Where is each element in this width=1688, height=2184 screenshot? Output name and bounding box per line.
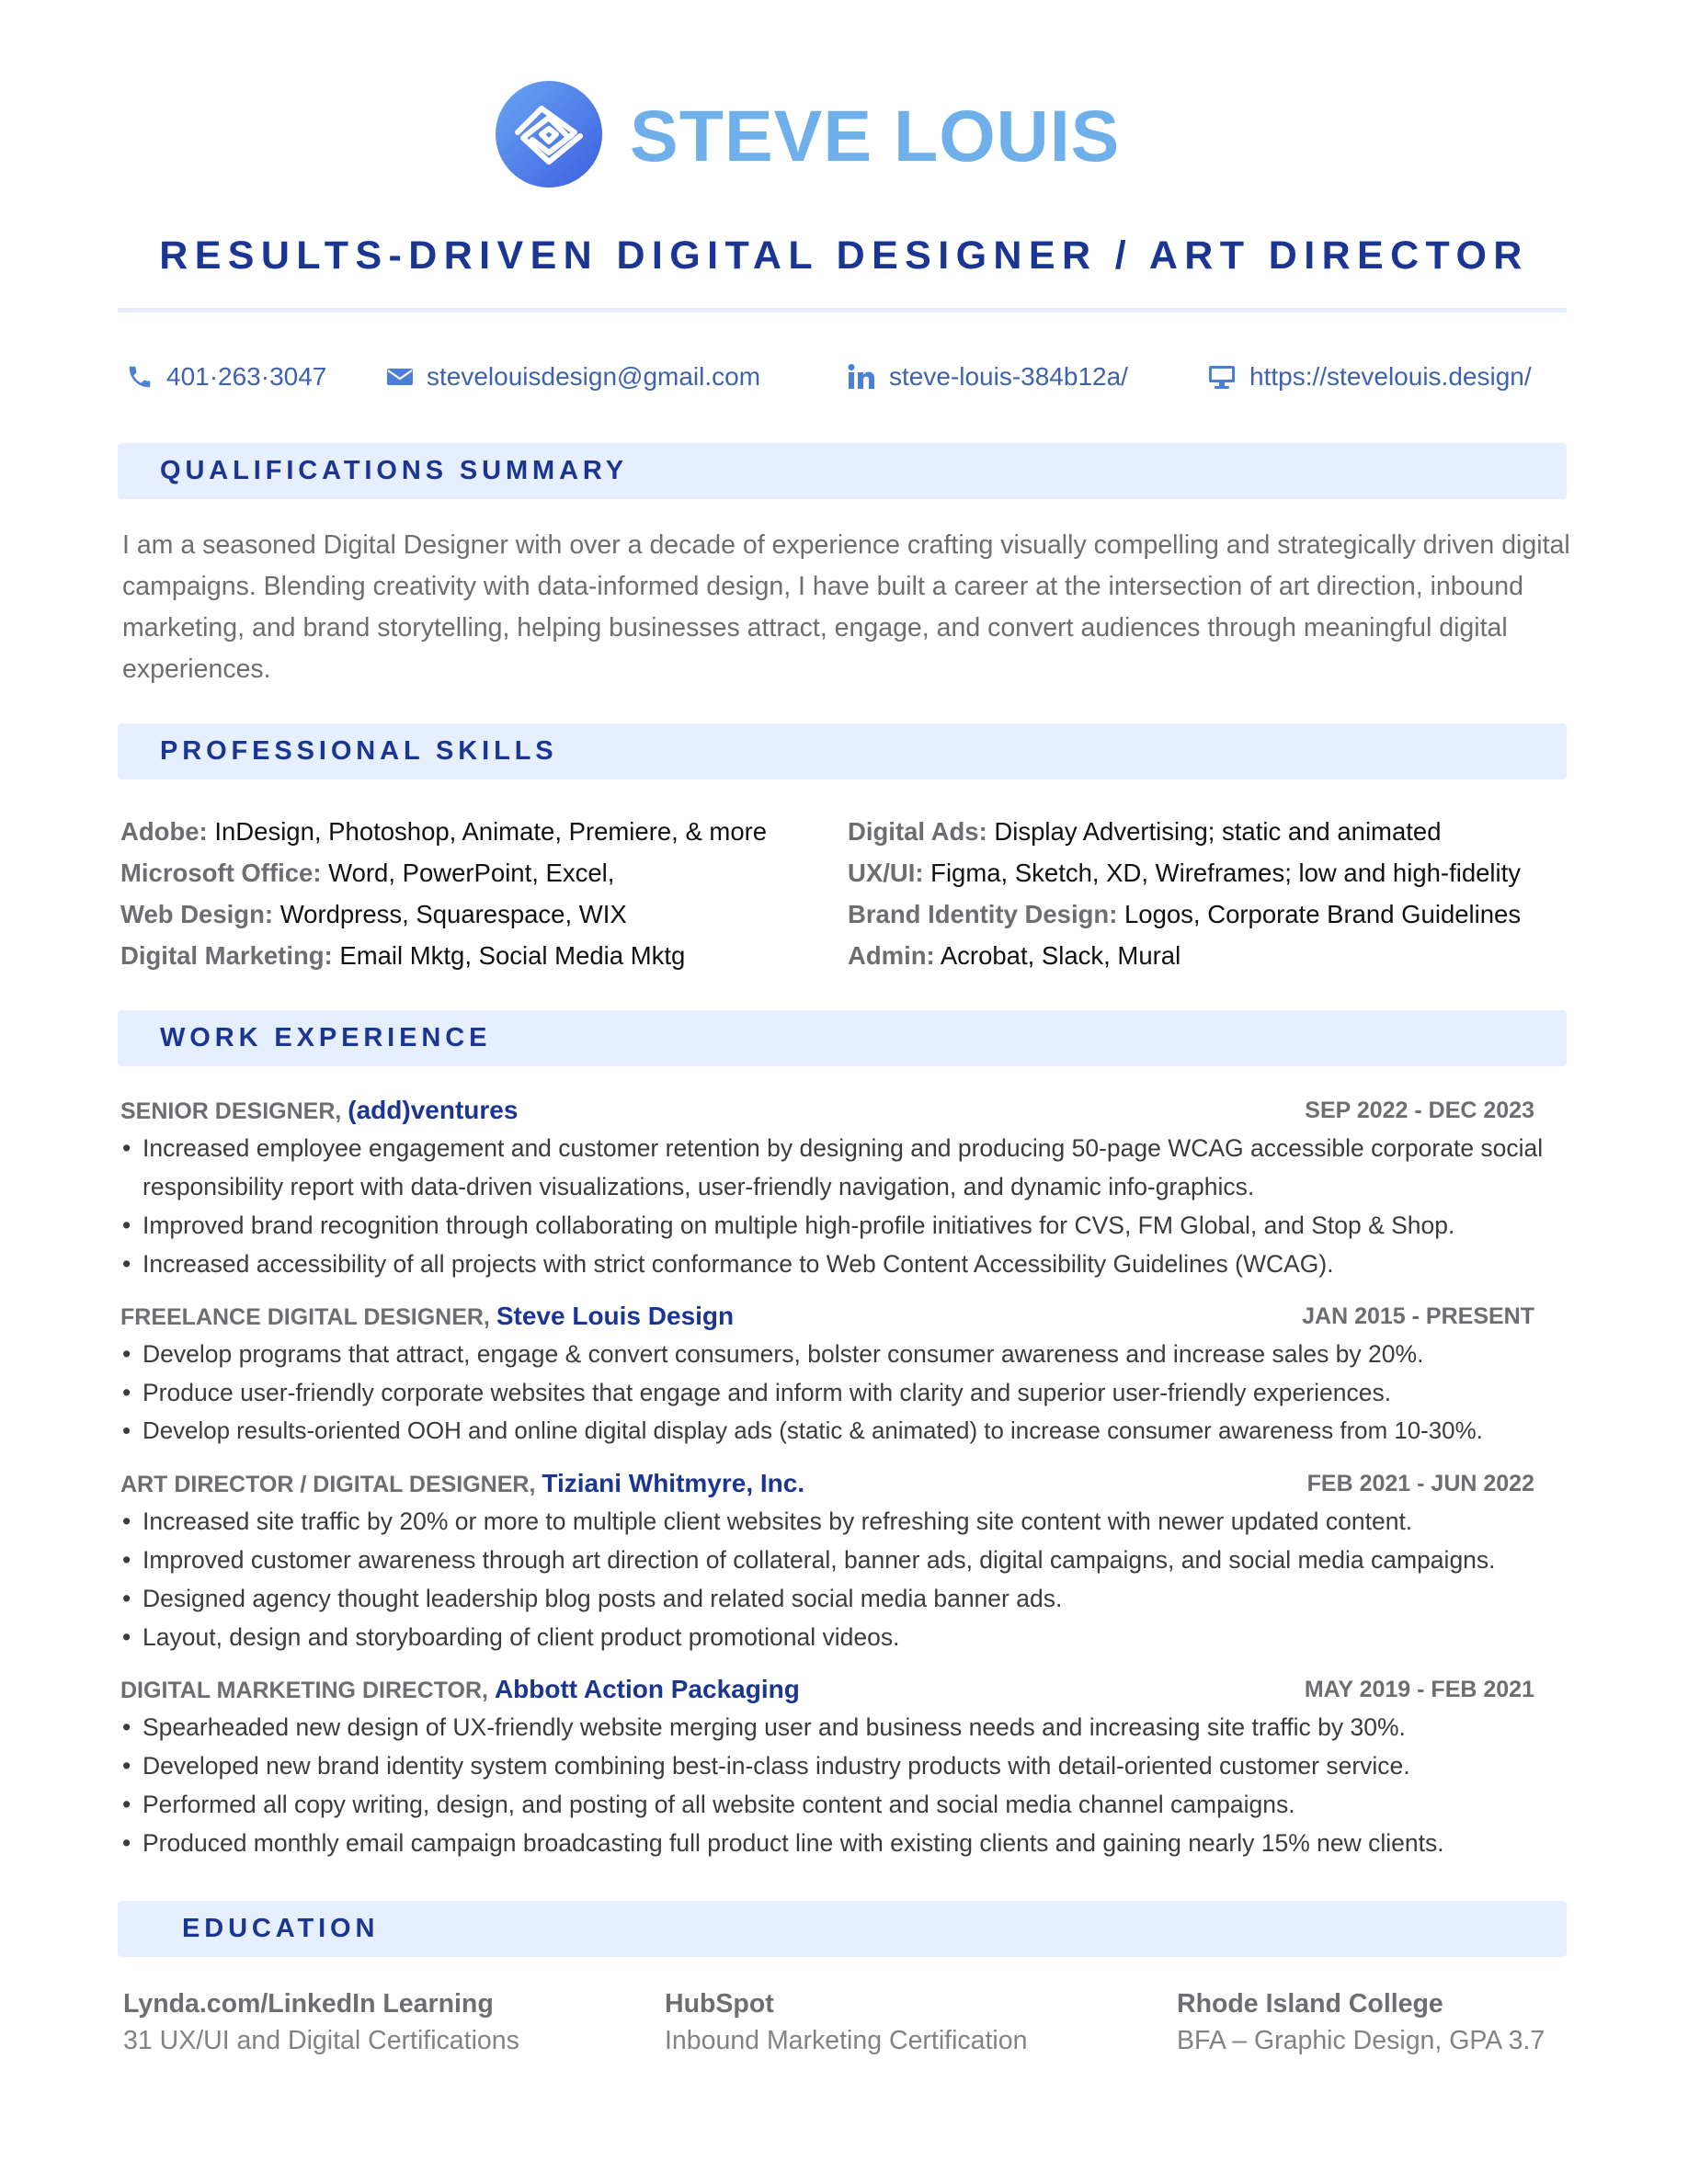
job-company: (add)ventures — [348, 1096, 519, 1124]
contact-email[interactable] — [386, 358, 760, 395]
job-bullets — [122, 1129, 1584, 1283]
job-company: Abbott Action Packaging — [494, 1675, 800, 1703]
headline-title: RESULTS-DRIVEN DIGITAL DESIGNER / ART DIRECTOR — [159, 233, 1529, 278]
job-company: Tiziani Whitmyre, Inc. — [542, 1469, 805, 1497]
job-header — [120, 1674, 1534, 1705]
skill-item — [848, 935, 1565, 976]
list-item: • Develop results-oriented OOH and online digital display ads (static & animated) to increase consumer awareness from 10-30%. — [122, 1412, 1584, 1450]
section-header-education — [118, 1901, 1567, 1957]
candidate-name: STEVE LOUIS — [630, 95, 1121, 176]
skill-item — [120, 811, 838, 852]
skill-value: Wordpress, Squarespace, WIX — [279, 900, 627, 928]
phone-icon — [126, 363, 154, 391]
concentric-chevron-logo-icon — [496, 81, 602, 188]
contact-website[interactable] — [1207, 358, 1532, 395]
skill-item — [848, 852, 1565, 893]
edu-school: Lynda.com/LinkedIn Learning — [123, 1989, 494, 2019]
skill-label: UX/UI: — [848, 859, 924, 887]
list-item: • Increased accessibility of all projects with strict conformance to Web Content Accessibility Guidelines (WCAG). — [122, 1245, 1584, 1283]
list-item: • Produce user-friendly corporate websites that engage and inform with clarity and superior user-friendly experiences. — [122, 1373, 1584, 1412]
list-item: • Improved brand recognition through collaborating on multiple high-profile initiatives for CVS, FM Global, and Stop & Shop. — [122, 1206, 1584, 1245]
skill-label: Web Design: — [120, 900, 274, 928]
education-item — [123, 1985, 519, 2059]
list-item: • Layout, design and storyboarding of client product promotional videos. — [122, 1618, 1584, 1656]
skill-label: Microsoft Office: — [120, 859, 322, 887]
list-item: • Develop programs that attract, engage & convert consumers, bolster consumer awareness and increase sales by 20%. — [122, 1335, 1584, 1373]
skill-value: Logos, Corporate Brand Guidelines — [1124, 900, 1522, 928]
website-text: https://stevelouis.design/ — [1249, 362, 1532, 391]
email-text: stevelouisdesign@gmail.com — [427, 362, 761, 391]
skill-value: Word, PowerPoint, Excel, — [328, 859, 615, 887]
logo — [496, 81, 602, 188]
skill-item — [120, 893, 838, 935]
linkedin-icon — [847, 363, 876, 391]
job-header — [120, 1095, 1534, 1126]
summary-text: I am a seasoned Digital Designer with over a decade of experience crafting visually compelling and strategically driven digital campaigns. Blending creativity with data-informed design, I have built a career at the intersection of art direction, inbound marketing, and brand storytelling, helping businesses attract, engage, and convert audiences through meaningful digital experiences. — [122, 530, 1570, 684]
section-title: WORK EXPERIENCE — [160, 1023, 492, 1052]
edu-school: HubSpot — [665, 1989, 774, 2019]
contact-linkedin[interactable] — [847, 358, 1128, 395]
section-title: QUALIFICATIONS SUMMARY — [160, 456, 628, 485]
job-dates: SEP 2022 - DEC 2023 — [1305, 1098, 1534, 1123]
section-title: PROFESSIONAL SKILLS — [160, 736, 558, 766]
job-title-line — [120, 1468, 804, 1500]
list-item: • Produced monthly email campaign broadcasting full product line with existing clients and gaining nearly 15% new clients. — [122, 1824, 1584, 1862]
list-item: • Increased site traffic by 20% or more to multiple client websites by refreshing site content with newer updated content. — [122, 1502, 1584, 1541]
education-item — [1177, 1985, 1545, 2059]
edu-detail: 31 UX/UI and Digital Certifications — [123, 2026, 519, 2055]
job-title: SENIOR DESIGNER, — [120, 1098, 342, 1124]
education-item — [665, 1985, 1027, 2059]
skill-label: Digital Ads: — [848, 817, 987, 846]
job-header — [120, 1301, 1534, 1332]
section-header-experience — [118, 1010, 1567, 1066]
header-divider — [118, 308, 1567, 313]
list-item: • Spearheaded new design of UX-friendly website merging user and business needs and increasing site traffic by 30%. — [122, 1708, 1584, 1746]
skill-item — [120, 935, 838, 976]
skills-column-right — [848, 811, 1565, 976]
section-header-summary — [118, 443, 1567, 499]
job-title-line — [120, 1095, 518, 1127]
skill-value: Display Advertising; static and animated — [994, 817, 1442, 846]
list-item: • Developed new brand identity system combining best-in-class industry products with detail-oriented customer service. — [122, 1746, 1584, 1785]
skill-label: Admin: — [848, 941, 935, 970]
skills-column-left — [120, 811, 838, 976]
linkedin-text: steve-louis-384b12a/ — [889, 362, 1128, 391]
job-title: DIGITAL MARKETING DIRECTOR, — [120, 1678, 488, 1703]
phone-text: 401·263·3047 — [166, 362, 327, 391]
skill-item — [848, 811, 1565, 852]
list-item: • Improved customer awareness through art direction of collateral, banner ads, digital campaigns, and social media campaigns. — [122, 1541, 1584, 1579]
envelope-icon — [386, 366, 414, 388]
skill-value: Email Mktg, Social Media Mktg — [339, 941, 686, 970]
section-header-skills — [118, 723, 1567, 779]
job-dates: FEB 2021 - JUN 2022 — [1306, 1471, 1534, 1496]
skill-value: Acrobat, Slack, Mural — [940, 941, 1181, 970]
edu-detail: Inbound Marketing Certification — [665, 2026, 1028, 2055]
edu-detail: BFA – Graphic Design, GPA 3.7 — [1177, 2026, 1545, 2055]
job-title-line — [120, 1674, 800, 1706]
skill-label: Brand Identity Design: — [848, 900, 1118, 928]
list-item: • Performed all copy writing, design, and posting of all website content and social media channel campaigns. — [122, 1785, 1584, 1824]
skill-value: InDesign, Photoshop, Animate, Premiere, & more — [214, 817, 768, 846]
job-title: FREELANCE DIGITAL DESIGNER, — [120, 1304, 490, 1330]
job-bullets — [122, 1708, 1584, 1862]
contact-phone[interactable] — [126, 358, 326, 395]
skill-label: Adobe: — [120, 817, 208, 846]
job-title-line — [120, 1301, 734, 1333]
job-bullets — [122, 1335, 1584, 1450]
list-item: • Increased employee engagement and customer retention by designing and producing 50-page WCAG accessible corporate social responsibility report with data-driven visualizations, user-friendly navigation, and dynamic info-graphics. — [122, 1129, 1584, 1206]
skill-value: Figma, Sketch, XD, Wireframes; low and high-fidelity — [930, 859, 1522, 887]
skill-item — [120, 852, 838, 893]
section-title: EDUCATION — [182, 1914, 380, 1943]
job-company: Steve Louis Design — [496, 1302, 735, 1330]
job-dates: JAN 2015 - PRESENT — [1302, 1303, 1534, 1329]
edu-school: Rhode Island College — [1177, 1989, 1443, 2019]
list-item: • Designed agency thought leadership blog posts and related social media banner ads. — [122, 1579, 1584, 1618]
skill-item — [848, 893, 1565, 935]
job-dates: MAY 2019 - FEB 2021 — [1304, 1677, 1534, 1702]
job-title: ART DIRECTOR / DIGITAL DESIGNER, — [120, 1472, 536, 1497]
job-bullets — [122, 1502, 1584, 1656]
job-header — [120, 1468, 1534, 1499]
skill-label: Digital Marketing: — [120, 941, 333, 970]
monitor-icon — [1207, 363, 1237, 391]
